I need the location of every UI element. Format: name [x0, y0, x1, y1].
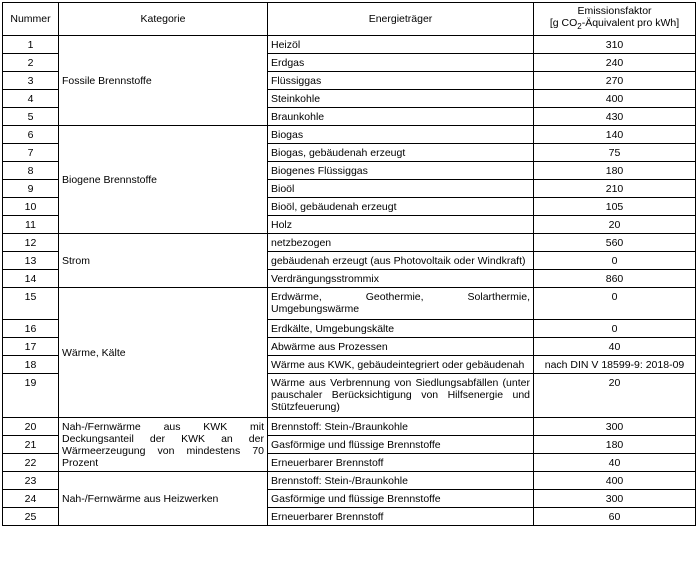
value-cell: 400	[534, 472, 696, 490]
row-number: 15	[3, 288, 59, 320]
row-number: 2	[3, 54, 59, 72]
value-cell: 310	[534, 36, 696, 54]
carrier-cell: Erdgas	[268, 54, 534, 72]
header-emission-unit-post: -Äquivalent pro kWh]	[581, 16, 680, 29]
carrier-cell: Erdkälte, Umgebungskälte	[268, 320, 534, 338]
carrier-cell: Erneuerbarer Brennstoff	[268, 508, 534, 526]
carrier-cell: Bioöl, gebäudenah erzeugt	[268, 198, 534, 216]
carrier-cell: Wärme aus Verbrennung von Siedlungsabfällen (unter pauschaler Berücksichtigung von Hilfsenergie und Stützfeuerung)	[268, 374, 534, 418]
value-cell: 240	[534, 54, 696, 72]
carrier-cell: Holz	[268, 216, 534, 234]
row-number: 6	[3, 126, 59, 144]
category-cell: Biogene Brennstoffe	[59, 126, 268, 234]
value-cell: 300	[534, 418, 696, 436]
carrier-cell: Wärme aus KWK, gebäudeintegriert oder gebäudenah	[268, 356, 534, 374]
value-cell: 20	[534, 374, 696, 418]
header-emission-unit-pre: [g CO	[549, 16, 578, 29]
value-cell: 0	[534, 288, 696, 320]
carrier-cell: Erneuerbarer Brennstoff	[268, 454, 534, 472]
row-number: 14	[3, 270, 59, 288]
value-cell: 75	[534, 144, 696, 162]
row-number: 22	[3, 454, 59, 472]
carrier-cell: Biogas	[268, 126, 534, 144]
row-number: 17	[3, 338, 59, 356]
value-cell: 0	[534, 252, 696, 270]
table-row	[3, 418, 696, 436]
row-number: 21	[3, 436, 59, 454]
row-number: 7	[3, 144, 59, 162]
header-energietraeger: Energieträger	[268, 3, 534, 36]
carrier-cell: Biogenes Flüssiggas	[268, 162, 534, 180]
table-row	[3, 126, 696, 144]
row-number: 11	[3, 216, 59, 234]
value-cell: 180	[534, 436, 696, 454]
table-row	[3, 36, 696, 54]
emission-factor-table	[2, 2, 696, 526]
header-kategorie: Kategorie	[59, 3, 268, 36]
carrier-cell: Brennstoff: Stein-/Braunkohle	[268, 418, 534, 436]
carrier-cell: Steinkohle	[268, 90, 534, 108]
value-cell: 300	[534, 490, 696, 508]
category-cell: Nah-/Fernwärme aus Heizwerken	[59, 472, 268, 526]
table-row	[3, 472, 696, 490]
carrier-cell: Brennstoff: Stein-/Braunkohle	[268, 472, 534, 490]
carrier-cell: Verdrängungsstrommix	[268, 270, 534, 288]
value-cell: 0	[534, 320, 696, 338]
row-number: 10	[3, 198, 59, 216]
value-cell: 60	[534, 508, 696, 526]
value-cell: 860	[534, 270, 696, 288]
value-cell: 40	[534, 338, 696, 356]
category-cell: Nah-/Fernwärme aus KWK mit Deckungsanteil der KWK an der Wärmeerzeugung von mindestens 70 Prozent	[59, 418, 268, 472]
category-cell: Fossile Brennstoffe	[59, 36, 268, 126]
header-emissionsfaktor	[534, 3, 696, 36]
table-row	[3, 234, 696, 252]
carrier-cell: gebäudenah erzeugt (aus Photovoltaik oder Windkraft)	[268, 252, 534, 270]
header-emission-line1: Emissionsfaktor	[577, 4, 652, 17]
row-number: 25	[3, 508, 59, 526]
carrier-cell: Abwärme aus Prozessen	[268, 338, 534, 356]
carrier-cell: Bioöl	[268, 180, 534, 198]
table-row	[3, 288, 696, 320]
row-number: 16	[3, 320, 59, 338]
row-number: 4	[3, 90, 59, 108]
carrier-cell: Braunkohle	[268, 108, 534, 126]
row-number: 19	[3, 374, 59, 418]
value-cell: 20	[534, 216, 696, 234]
row-number: 18	[3, 356, 59, 374]
carrier-cell: Heizöl	[268, 36, 534, 54]
row-number: 1	[3, 36, 59, 54]
value-cell: 180	[534, 162, 696, 180]
value-cell: 40	[534, 454, 696, 472]
category-cell: Wärme, Kälte	[59, 288, 268, 418]
carrier-cell: Erdwärme, Geothermie, Solarthermie, Umgebungswärme	[268, 288, 534, 320]
header-emission-unit-sub: 2	[577, 22, 582, 32]
value-cell: 270	[534, 72, 696, 90]
row-number: 12	[3, 234, 59, 252]
value-cell: 430	[534, 108, 696, 126]
value-cell: 560	[534, 234, 696, 252]
header-nummer: Nummer	[3, 3, 59, 36]
carrier-cell: Flüssiggas	[268, 72, 534, 90]
row-number: 5	[3, 108, 59, 126]
carrier-cell: Biogas, gebäudenah erzeugt	[268, 144, 534, 162]
row-number: 3	[3, 72, 59, 90]
carrier-cell: netzbezogen	[268, 234, 534, 252]
value-cell: 140	[534, 126, 696, 144]
row-number: 8	[3, 162, 59, 180]
value-cell: 400	[534, 90, 696, 108]
row-number: 23	[3, 472, 59, 490]
row-number: 9	[3, 180, 59, 198]
value-cell: nach DIN V 18599-9: 2018-09	[534, 356, 696, 374]
header-row	[3, 3, 696, 36]
category-cell: Strom	[59, 234, 268, 288]
row-number: 13	[3, 252, 59, 270]
row-number: 24	[3, 490, 59, 508]
value-cell: 210	[534, 180, 696, 198]
row-number: 20	[3, 418, 59, 436]
header-emission-line2	[537, 17, 692, 33]
carrier-cell: Gasförmige und flüssige Brennstoffe	[268, 436, 534, 454]
value-cell: 105	[534, 198, 696, 216]
carrier-cell: Gasförmige und flüssige Brennstoffe	[268, 490, 534, 508]
